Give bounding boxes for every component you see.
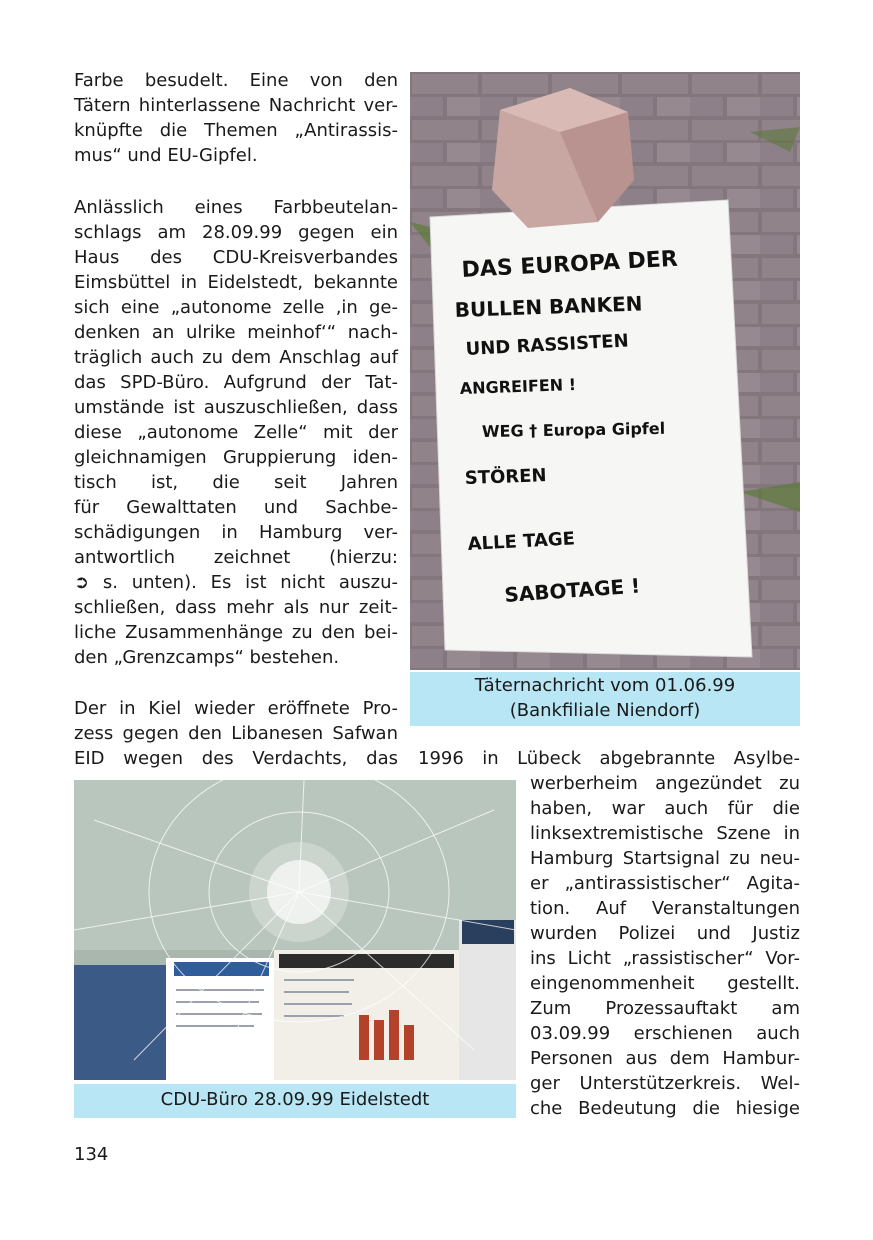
text-line: EID wegen des Verdachts, das <box>74 748 398 769</box>
text-line: für Gewalttaten und Sachbe- <box>74 497 398 518</box>
text-line: liche Zusammenhänge zu den bei- <box>74 622 398 643</box>
text-line: zess gegen den Libanesen Safwan <box>74 723 398 744</box>
text-line: Tätern hinterlassene Nachricht ver- <box>74 95 398 116</box>
text-line: schließen, dass mehr als nur zeit- <box>74 597 398 618</box>
ransom-note-photo <box>410 72 800 670</box>
note-line: BULLEN BANKEN <box>454 291 643 322</box>
text-line: knüpfte die Themen „Antirassis- <box>74 120 398 141</box>
note-line: DAS EUROPA DER <box>461 246 679 283</box>
note-line: STÖREN <box>464 465 547 489</box>
text-line: ➲ s. unten). Es ist nicht auszu- <box>74 572 398 593</box>
figure1-caption <box>410 672 800 726</box>
text-line: wurden Polizei und Justiz <box>530 923 800 944</box>
note-line: ALLE TAGE <box>467 528 576 555</box>
page-number: 134 <box>74 1144 109 1165</box>
text-line: Eimsbüttel in Eidelstedt, bekannte <box>74 272 398 293</box>
full-width-line: 1996 in Lübeck abgebrannte Asylbe- <box>418 748 800 769</box>
smashed-window-image <box>74 780 516 1080</box>
text-line: mus“ und EU-Gipfel. <box>74 145 258 166</box>
text-line: ins Licht „rassistischer“ Vor- <box>530 948 800 969</box>
text-line: Zum Prozessauftakt am <box>530 998 800 1019</box>
text-line: er „antirassistischer“ Agita- <box>530 873 800 894</box>
text-line: eingenommenheit gestellt. <box>530 973 800 994</box>
text-line: Haus des CDU-Kreisverbandes <box>74 247 398 268</box>
text-line: Anlässlich eines Farbbeutelan- <box>74 197 398 218</box>
text-line: che Bedeutung die hiesige <box>530 1098 800 1119</box>
text-line: den „Grenzcamps“ bestehen. <box>74 647 340 668</box>
text-line: gleichnamigen Gruppierung iden- <box>74 447 398 468</box>
text-line: antwortlich zeichnet (hierzu: <box>74 547 398 568</box>
figure2-caption: CDU-Büro 28.09.99 Eidelstedt <box>74 1084 516 1118</box>
text-line: schädigungen in Hamburg ver- <box>74 522 398 543</box>
ransom-note-image <box>410 72 800 670</box>
note-line: SABOTAGE ! <box>503 573 641 607</box>
note-line: UND RASSISTEN <box>465 330 630 360</box>
text-line: das SPD-Büro. Aufgrund der Tat- <box>74 372 398 393</box>
smashed-window-photo <box>74 780 516 1080</box>
text-line: werberheim angezündet zu <box>530 773 800 794</box>
figure1-caption-line1: Täternachricht vom 01.06.99 <box>474 675 736 696</box>
text-line: 03.09.99 erschienen auch <box>530 1023 800 1044</box>
text-line: denken an ulrike meinhof‘“ nach- <box>74 322 398 343</box>
text-line: tion. Auf Veranstaltungen <box>530 898 800 919</box>
text-line: sich eine „autonome zelle ‚in ge- <box>74 297 398 318</box>
note-line: ANGREIFEN ! <box>459 374 577 398</box>
text-line: haben, war auch für die <box>530 798 800 819</box>
text-line: Hamburg Startsignal zu neu- <box>530 848 800 869</box>
note-line: WEG † Europa Gipfel <box>481 418 666 441</box>
text-line: umstände ist auszuschließen, dass <box>74 397 398 418</box>
text-line: Farbe besudelt. Eine von den <box>74 70 398 91</box>
text-line: tisch ist, die seit Jahren <box>74 472 398 493</box>
figure1-caption-line2: (Bankfiliale Niendorf) <box>509 700 701 721</box>
text-line: Personen aus dem Hambur- <box>530 1048 800 1069</box>
text-line: träglich auch zu dem Anschlag auf <box>74 347 398 368</box>
text-line: ger Unterstützerkreis. Wel- <box>530 1073 800 1094</box>
text-line: schlags am 28.09.99 gegen ein <box>74 222 398 243</box>
text-line: linksextremistische Szene in <box>530 823 800 844</box>
text-line: Der in Kiel wieder eröffnete Pro- <box>74 698 398 719</box>
text-line: diese „autonome Zelle“ mit der <box>74 422 398 443</box>
